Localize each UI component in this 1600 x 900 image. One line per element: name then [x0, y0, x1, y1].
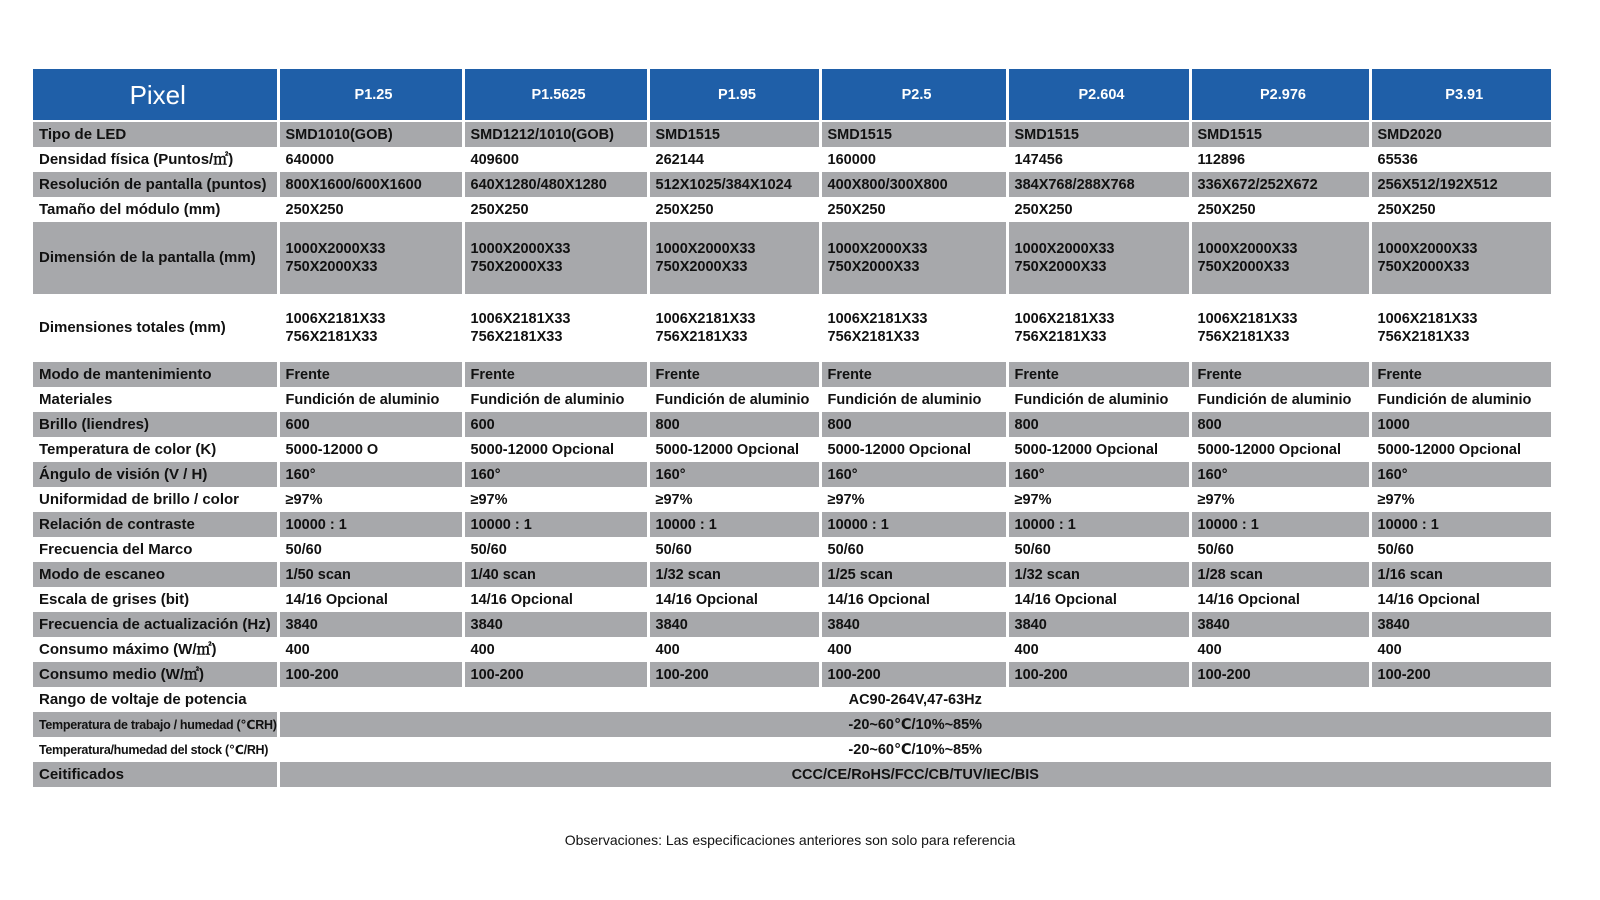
row-label: Materiales — [33, 387, 278, 412]
table-row — [33, 562, 1551, 587]
table-row — [33, 612, 1551, 637]
row-label: Dimensión de la pantalla (mm) — [33, 222, 278, 294]
table-cell: Frente — [463, 362, 648, 387]
table-cell: 1/16 scan — [1370, 562, 1551, 587]
cell-line: 756X2181X33 — [655, 329, 748, 345]
table-cell: 1/50 scan — [278, 562, 463, 587]
table-row — [33, 121, 1551, 147]
table-cell: Fundición de aluminio — [820, 387, 1007, 412]
row-label: Escala de grises (bit) — [33, 587, 278, 612]
model-header: P1.95 — [648, 69, 820, 121]
table-cell: 14/16 Opcional — [1190, 587, 1370, 612]
table-row — [33, 737, 1551, 762]
table-row — [33, 197, 1551, 222]
cell-line: 750X2000X33 — [1014, 259, 1107, 275]
table-cell: 100-200 — [1370, 662, 1551, 687]
table-cell: 50/60 — [1007, 537, 1190, 562]
table-cell: 14/16 Opcional — [1007, 587, 1190, 612]
table-cell: 3840 — [463, 612, 648, 637]
table-cell: 400X800/300X800 — [820, 172, 1007, 197]
cell-line: 1000X2000X33 — [827, 241, 928, 257]
table-cell: 3840 — [648, 612, 820, 637]
cell-line: 1006X2181X33 — [285, 311, 386, 327]
table-cell: 262144 — [648, 147, 820, 172]
cell-line: 1000X2000X33 — [470, 241, 571, 257]
table-cell: SMD1515 — [1007, 121, 1190, 147]
cell-line: 1006X2181X33 — [655, 311, 756, 327]
table-row — [33, 172, 1551, 197]
table-cell: 10000 : 1 — [463, 512, 648, 537]
table-cell: 800 — [1190, 412, 1370, 437]
table-row — [33, 637, 1551, 662]
table-cell — [1007, 222, 1190, 294]
table-cell: ≥97% — [1370, 487, 1551, 512]
table-cell: 1/25 scan — [820, 562, 1007, 587]
table-row — [33, 512, 1551, 537]
table-cell: SMD1515 — [1190, 121, 1370, 147]
table-cell: 400 — [648, 637, 820, 662]
table-cell — [278, 294, 463, 362]
cell-line: 1000X2000X33 — [1377, 241, 1478, 257]
table-row — [33, 687, 1551, 712]
cell-line: 756X2181X33 — [1377, 329, 1470, 345]
row-label: Ceitificados — [33, 762, 278, 787]
table-cell: 160° — [1007, 462, 1190, 487]
table-cell: 10000 : 1 — [1190, 512, 1370, 537]
table-cell — [463, 294, 648, 362]
table-cell: 160000 — [820, 147, 1007, 172]
table-cell — [820, 294, 1007, 362]
cell-line: 756X2181X33 — [285, 329, 378, 345]
table-cell: 600 — [278, 412, 463, 437]
table-row — [33, 712, 1551, 737]
table-cell: 50/60 — [1190, 537, 1370, 562]
table-cell: 160° — [1370, 462, 1551, 487]
table-cell: 336X672/252X672 — [1190, 172, 1370, 197]
table-cell: 250X250 — [820, 197, 1007, 222]
table-cell: 250X250 — [463, 197, 648, 222]
spanning-cell: -20~60℃/10%~85% — [278, 712, 1551, 737]
table-cell: Frente — [648, 362, 820, 387]
table-cell: Frente — [1370, 362, 1551, 387]
row-label: Modo de mantenimiento — [33, 362, 278, 387]
cell-line: 756X2181X33 — [1014, 329, 1107, 345]
header-pixel-label: Pixel — [33, 69, 278, 121]
table-cell: 50/60 — [648, 537, 820, 562]
row-label: Densidad física (Puntos/㎡) — [33, 147, 278, 172]
table-cell: Frente — [278, 362, 463, 387]
table-cell: 14/16 Opcional — [278, 587, 463, 612]
table-cell: 10000 : 1 — [820, 512, 1007, 537]
row-label: Frecuencia del Marco — [33, 537, 278, 562]
spanning-cell: AC90-264V,47-63Hz — [278, 687, 1551, 712]
table-cell: 10000 : 1 — [1007, 512, 1190, 537]
table-cell: 250X250 — [1190, 197, 1370, 222]
table-cell: Fundición de aluminio — [1190, 387, 1370, 412]
table-cell: ≥97% — [648, 487, 820, 512]
cell-line: 1006X2181X33 — [1197, 311, 1298, 327]
row-label: Tamaño del módulo (mm) — [33, 197, 278, 222]
table-cell: Fundición de aluminio — [463, 387, 648, 412]
table-cell — [820, 222, 1007, 294]
table-row — [33, 147, 1551, 172]
table-cell: 5000-12000 Opcional — [1190, 437, 1370, 462]
table-row — [33, 662, 1551, 687]
table-cell: 100-200 — [648, 662, 820, 687]
table-cell: 50/60 — [1370, 537, 1551, 562]
table-cell: SMD1010(GOB) — [278, 121, 463, 147]
table-row — [33, 437, 1551, 462]
table-cell: 1/32 scan — [648, 562, 820, 587]
table-cell: 1/32 scan — [1007, 562, 1190, 587]
footnote: Observaciones: Las especificaciones anteriores son solo para referencia — [564, 832, 1016, 848]
table-cell: 250X250 — [648, 197, 820, 222]
table-cell: 100-200 — [1190, 662, 1370, 687]
table-cell: SMD1515 — [648, 121, 820, 147]
cell-line: 750X2000X33 — [655, 259, 748, 275]
table-cell: 160° — [463, 462, 648, 487]
model-header: P3.91 — [1370, 69, 1551, 121]
cell-line: 1000X2000X33 — [655, 241, 756, 257]
table-cell: 800 — [820, 412, 1007, 437]
cell-line: 750X2000X33 — [827, 259, 920, 275]
table-cell: 400 — [820, 637, 1007, 662]
table-cell: 250X250 — [278, 197, 463, 222]
table-cell: 14/16 Opcional — [648, 587, 820, 612]
table-cell: Fundición de aluminio — [278, 387, 463, 412]
table-cell: 3840 — [1370, 612, 1551, 637]
table-cell: 3840 — [820, 612, 1007, 637]
table-cell: 1/28 scan — [1190, 562, 1370, 587]
table-row — [33, 587, 1551, 612]
table-cell: 5000-12000 Opcional — [648, 437, 820, 462]
table-cell: 160° — [1190, 462, 1370, 487]
table-cell: 400 — [463, 637, 648, 662]
cell-line: 1006X2181X33 — [470, 311, 571, 327]
table-cell: 65536 — [1370, 147, 1551, 172]
table-cell — [1190, 294, 1370, 362]
table-cell: 400 — [278, 637, 463, 662]
table-cell: 5000-12000 O — [278, 437, 463, 462]
table-cell: 800 — [648, 412, 820, 437]
table-cell — [1370, 222, 1551, 294]
table-row — [33, 294, 1551, 362]
table-cell: 5000-12000 Opcional — [1370, 437, 1551, 462]
table-cell: 50/60 — [278, 537, 463, 562]
row-label: Consumo medio (W/㎡) — [33, 662, 278, 687]
table-cell: 640000 — [278, 147, 463, 172]
cell-line: 750X2000X33 — [470, 259, 563, 275]
cell-line: 1006X2181X33 — [1377, 311, 1478, 327]
cell-line: 750X2000X33 — [1377, 259, 1470, 275]
cell-line: 1006X2181X33 — [1014, 311, 1115, 327]
table-cell: 1000 — [1370, 412, 1551, 437]
spanning-cell: -20~60℃/10%~85% — [278, 737, 1551, 762]
cell-line: 1006X2181X33 — [827, 311, 928, 327]
row-label: Relación de contraste — [33, 512, 278, 537]
cell-line: 756X2181X33 — [1197, 329, 1290, 345]
table-cell: 10000 : 1 — [648, 512, 820, 537]
row-label: Dimensiones totales (mm) — [33, 294, 278, 362]
table-cell: Fundición de aluminio — [1370, 387, 1551, 412]
table-cell: 256X512/192X512 — [1370, 172, 1551, 197]
row-label: Temperatura/humedad del stock (℃/RH) — [33, 737, 278, 762]
table-cell: SMD1515 — [820, 121, 1007, 147]
spanning-cell: CCC/CE/RoHS/FCC/CB/TUV/IEC/BIS — [278, 762, 1551, 787]
table-cell: 800 — [1007, 412, 1190, 437]
table-cell: 14/16 Opcional — [820, 587, 1007, 612]
cell-line: 1000X2000X33 — [1014, 241, 1115, 257]
table-cell: ≥97% — [278, 487, 463, 512]
row-label: Consumo máximo (W/㎡) — [33, 637, 278, 662]
table-cell: 384X768/288X768 — [1007, 172, 1190, 197]
table-cell: 1/40 scan — [463, 562, 648, 587]
table-cell: SMD1212/1010(GOB) — [463, 121, 648, 147]
row-label: Uniformidad de brillo / color — [33, 487, 278, 512]
table-cell — [1007, 294, 1190, 362]
table-cell: 112896 — [1190, 147, 1370, 172]
table-cell: 160° — [648, 462, 820, 487]
table-cell — [648, 222, 820, 294]
table-cell: 5000-12000 Opcional — [463, 437, 648, 462]
table-cell: ≥97% — [463, 487, 648, 512]
table-cell: 160° — [278, 462, 463, 487]
table-cell: 14/16 Opcional — [463, 587, 648, 612]
cell-line: 750X2000X33 — [285, 259, 378, 275]
table-cell: 160° — [820, 462, 1007, 487]
table-row — [33, 762, 1551, 787]
table-cell — [463, 222, 648, 294]
row-label: Brillo (liendres) — [33, 412, 278, 437]
table-row — [33, 362, 1551, 387]
table-cell: 50/60 — [463, 537, 648, 562]
table-cell: Frente — [820, 362, 1007, 387]
table-cell: 14/16 Opcional — [1370, 587, 1551, 612]
table-cell: 100-200 — [1007, 662, 1190, 687]
table-row — [33, 412, 1551, 437]
model-header: P2.604 — [1007, 69, 1190, 121]
table-cell: 400 — [1007, 637, 1190, 662]
table-cell — [648, 294, 820, 362]
table-cell: 10000 : 1 — [1370, 512, 1551, 537]
table-cell: 250X250 — [1007, 197, 1190, 222]
table-cell: 100-200 — [463, 662, 648, 687]
table-cell — [1190, 222, 1370, 294]
table-row — [33, 487, 1551, 512]
table-cell: 50/60 — [820, 537, 1007, 562]
table-cell: 10000 : 1 — [278, 512, 463, 537]
cell-line: 1000X2000X33 — [285, 241, 386, 257]
table-cell: Fundición de aluminio — [648, 387, 820, 412]
model-header: P2.976 — [1190, 69, 1370, 121]
table-row — [33, 222, 1551, 294]
cell-line: 750X2000X33 — [1197, 259, 1290, 275]
table-cell: SMD2020 — [1370, 121, 1551, 147]
row-label: Tipo de LED — [33, 121, 278, 147]
table-cell: 600 — [463, 412, 648, 437]
row-label: Temperatura de trabajo / humedad (℃RH) — [33, 712, 278, 737]
model-header: P1.25 — [278, 69, 463, 121]
table-row — [33, 462, 1551, 487]
table-cell: ≥97% — [1007, 487, 1190, 512]
model-header: P2.5 — [820, 69, 1007, 121]
table-cell: ≥97% — [1190, 487, 1370, 512]
spec-table — [33, 69, 1551, 787]
table-cell: 5000-12000 Opcional — [1007, 437, 1190, 462]
row-label: Modo de escaneo — [33, 562, 278, 587]
table-row — [33, 537, 1551, 562]
table-cell: Frente — [1007, 362, 1190, 387]
row-label: Resolución de pantalla (puntos) — [33, 172, 278, 197]
table-cell: 400 — [1370, 637, 1551, 662]
table-cell: 3840 — [278, 612, 463, 637]
header-row — [33, 69, 1551, 121]
model-header: P1.5625 — [463, 69, 648, 121]
table-cell: Fundición de aluminio — [1007, 387, 1190, 412]
cell-line: 756X2181X33 — [827, 329, 920, 345]
table-cell: 409600 — [463, 147, 648, 172]
table-cell: 3840 — [1007, 612, 1190, 637]
table-cell: ≥97% — [820, 487, 1007, 512]
table-cell: 147456 — [1007, 147, 1190, 172]
table-cell — [278, 222, 463, 294]
row-label: Frecuencia de actualización (Hz) — [33, 612, 278, 637]
table-cell — [1370, 294, 1551, 362]
cell-line: 1000X2000X33 — [1197, 241, 1298, 257]
table-cell: 800X1600/600X1600 — [278, 172, 463, 197]
table-cell: 5000-12000 Opcional — [820, 437, 1007, 462]
table-cell: 100-200 — [278, 662, 463, 687]
row-label: Ángulo de visión (V / H) — [33, 462, 278, 487]
table-cell: 3840 — [1190, 612, 1370, 637]
table-cell: Frente — [1190, 362, 1370, 387]
table-row — [33, 387, 1551, 412]
table-cell: 100-200 — [820, 662, 1007, 687]
table-cell: 640X1280/480X1280 — [463, 172, 648, 197]
table-cell: 400 — [1190, 637, 1370, 662]
cell-line: 756X2181X33 — [470, 329, 563, 345]
row-label: Temperatura de color (K) — [33, 437, 278, 462]
row-label: Rango de voltaje de potencia — [33, 687, 278, 712]
table-cell: 250X250 — [1370, 197, 1551, 222]
table-cell: 512X1025/384X1024 — [648, 172, 820, 197]
